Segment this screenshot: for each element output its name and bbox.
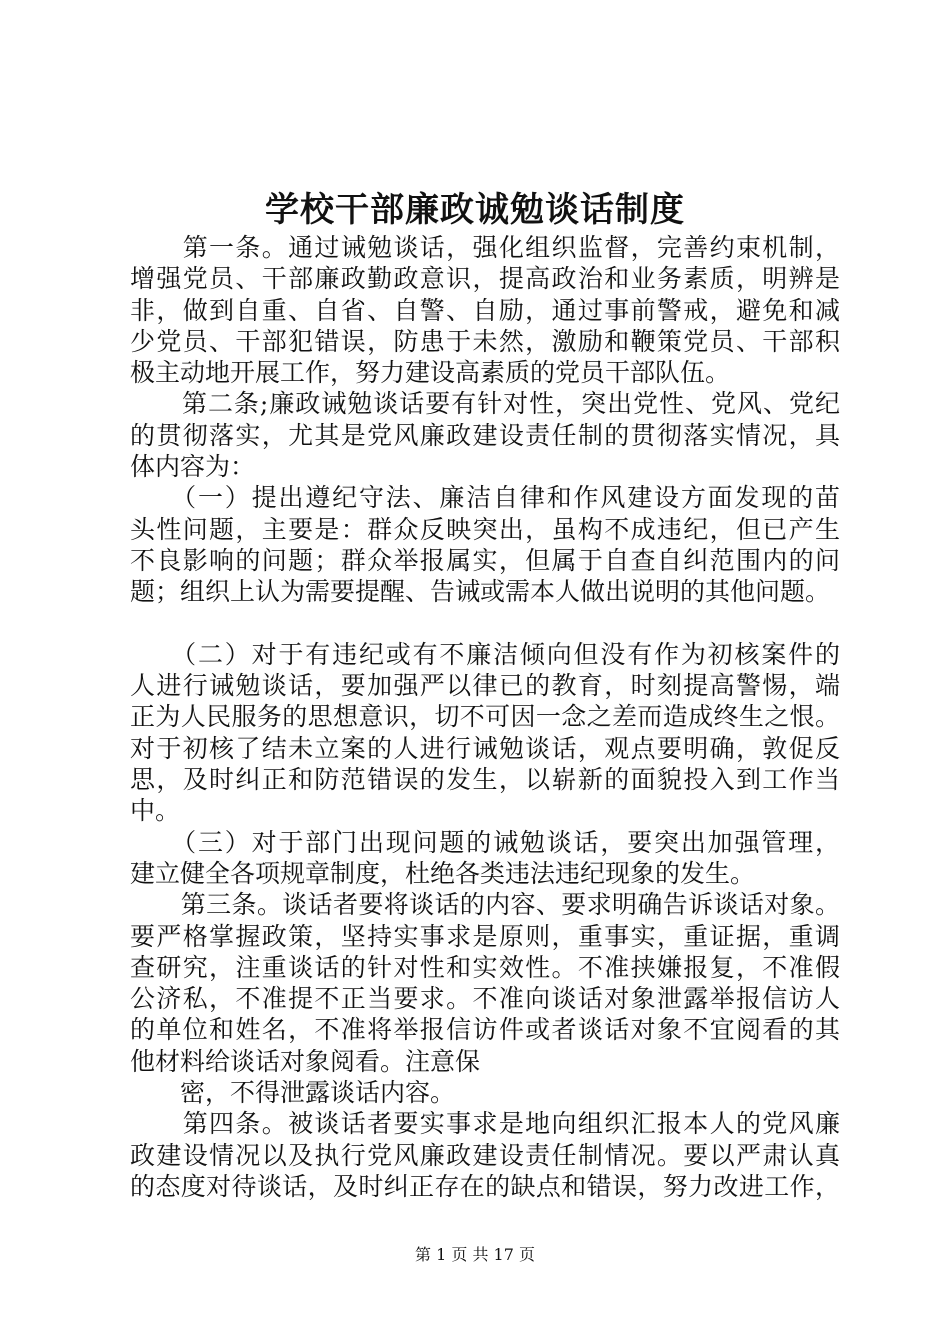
paragraph-line: 增强党员、干部廉政勤政意识，提高政治和业务素质，明辨是 [130, 264, 840, 294]
paragraph-line: 要严格掌握政策，坚持实事求是原则，重事实，重证据，重调 [130, 921, 840, 951]
document-title: 学校干部廉政诚勉谈话制度 [265, 190, 685, 230]
paragraph-line: 建立健全各项规章制度，杜绝各类违法违纪现象的发生。 [130, 858, 756, 888]
paragraph-line: 题；组织上认为需要提醒、告诫或需本人做出说明的其他问题。 [130, 577, 831, 607]
paragraph-line: 对于初核了结未立案的人进行诫勉谈话，观点要明确，敦促反 [130, 733, 840, 763]
document-body [130, 232, 840, 1202]
paragraph-line: 正为人民服务的思想意识，切不可因一念之差而造成终生之恨。 [130, 702, 840, 732]
paragraph-line: 第二条;廉政诫勉谈话要有针对性，突出党性、党风、党纪 [130, 389, 840, 419]
paragraph-line: 第四条。被谈话者要实事求是地向组织汇报本人的党风廉 [130, 1109, 840, 1139]
paragraph-line: 非，做到自重、自省、自警、自励，通过事前警戒，避免和减 [130, 295, 840, 325]
paragraph-line: 人进行诫勉谈话，要加强严以律已的教育，时刻提高警惕，端 [130, 671, 840, 701]
paragraph-line: 体内容为： [130, 452, 256, 482]
paragraph-line: 第一条。通过诫勉谈话，强化组织监督，完善约束机制， [130, 233, 840, 262]
paragraph-line: 他材料给谈话对象阅看。注意保 [130, 1046, 481, 1076]
paragraph-line: 密，不得泄露谈话内容。 [130, 1078, 456, 1108]
paragraph-line: 查研究，注重谈话的针对性和实效性。不准挟嫌报复，不准假 [130, 952, 840, 982]
paragraph-line: 公济私，不准提不正当要求。不准向谈话对象泄露举报信访人 [130, 984, 840, 1014]
paragraph-line: 不良影响的问题；群众举报属实，但属于自查自纠范围内的问 [130, 545, 840, 575]
paragraph-line: （二）对于有违纪或有不廉洁倾向但没有作为初核案件的 [130, 639, 840, 669]
paragraph-line: 极主动地开展工作，努力建设高素质的党员干部队伍。 [130, 358, 731, 388]
paragraph-line: （三）对于部门出现问题的诫勉谈话，要突出加强管理， [130, 827, 840, 857]
paragraph-line: 的贯彻落实，尤其是党风廉政建设责任制的贯彻落实情况，具 [130, 420, 840, 450]
paragraph-line: 头性问题，主要是：群众反映突出，虽构不成违纪，但已产生 [130, 514, 840, 544]
paragraph-line: 少党员、干部犯错误，防患于未然，激励和鞭策党员、干部积 [130, 326, 840, 356]
page-footer: 第 1 页 共 17 页 [415, 1245, 535, 1264]
paragraph-line: 的态度对待谈话，及时纠正存在的缺点和错误，努力改进工作， [130, 1171, 840, 1201]
blank-line [130, 608, 840, 639]
paragraph-line: 中。 [130, 796, 181, 826]
paragraph-line: 政建设情况以及执行党风廉政建设责任制情况。要以严肃认真 [130, 1140, 840, 1170]
paragraph-line: 第三条。谈话者要将谈话的内容、要求明确告诉谈话对象。 [130, 890, 840, 920]
paragraph-line: 的单位和姓名，不准将举报信访件或者谈话对象不宜阅看的其 [130, 1015, 840, 1045]
paragraph-line: （一）提出遵纪守法、廉洁自律和作风建设方面发现的苗 [130, 483, 840, 513]
paragraph-line: 思，及时纠正和防范错误的发生，以崭新的面貌投入到工作当 [130, 765, 840, 795]
